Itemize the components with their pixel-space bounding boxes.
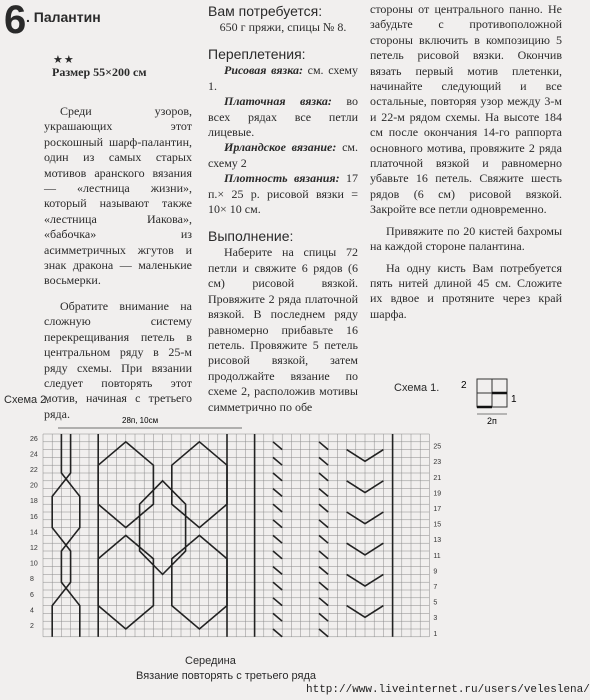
cross-stitch bbox=[273, 489, 282, 497]
cross-stitch bbox=[273, 582, 282, 590]
procedure-paragraph-3: Привяжите по 20 кистей бахромы на каждой стороне палантина. bbox=[370, 223, 562, 254]
stitch-text: во всех рядах все петли лицевые. bbox=[208, 94, 358, 140]
row-label-left: 8 bbox=[30, 576, 34, 584]
row-label-right: 21 bbox=[433, 474, 442, 482]
row-label-right: 25 bbox=[433, 443, 442, 451]
row-label-left: 16 bbox=[30, 513, 38, 521]
cross-stitch bbox=[319, 551, 328, 559]
stitch-label: Плотность вязания: bbox=[224, 171, 340, 186]
scheme-2-center-label: Середина bbox=[185, 655, 236, 667]
cross-stitch bbox=[273, 613, 282, 621]
row-label-left: 10 bbox=[30, 560, 38, 568]
row-label-right: 1 bbox=[433, 630, 438, 638]
scheme-2-grid bbox=[43, 434, 429, 637]
row-label-right: 11 bbox=[433, 552, 441, 560]
scheme-1-label: Схема 1. bbox=[394, 382, 440, 394]
row-label-left: 4 bbox=[30, 607, 34, 615]
scheme-2-width-bracket bbox=[58, 416, 242, 428]
row-label-right: 5 bbox=[433, 599, 438, 607]
row-label-right: 13 bbox=[433, 537, 442, 545]
cross-stitch bbox=[319, 629, 328, 637]
stitch-item-2 bbox=[208, 94, 358, 140]
cross-stitch bbox=[273, 442, 282, 450]
scheme-1-diagram bbox=[455, 376, 525, 426]
cross-stitch bbox=[319, 504, 328, 512]
scheme-2-chart bbox=[28, 410, 442, 650]
row-label-left: 22 bbox=[30, 467, 38, 474]
stitch-item-3 bbox=[208, 140, 358, 171]
intro-column bbox=[44, 104, 192, 422]
row-label-right: 19 bbox=[433, 490, 442, 498]
scheme-2-repeat-note: Вязание повторять с третьего ряда bbox=[136, 670, 316, 682]
scheme-2-label: Схема 2. bbox=[4, 394, 50, 406]
cross-stitch bbox=[273, 520, 282, 528]
scheme-1-width-label: 2п bbox=[487, 416, 497, 426]
cross-stitch bbox=[319, 535, 328, 543]
scheme-1-row-right: 1 bbox=[511, 394, 517, 405]
cross-stitch bbox=[273, 535, 282, 543]
procedure-paragraph-4: На одну кисть Вам потребуется пять нитей длиной 45 см. Сложите их вдвое и протяните через край шарфа. bbox=[370, 260, 562, 321]
cross-stitch bbox=[319, 582, 328, 590]
row-label-right: 3 bbox=[433, 615, 438, 623]
cross-stitch bbox=[273, 567, 282, 575]
row-label-left: 6 bbox=[30, 591, 34, 599]
row-label-right: 23 bbox=[433, 459, 442, 467]
stitch-label: Ирландское вязание: bbox=[224, 140, 337, 155]
stitches-heading: Переплетения: bbox=[208, 46, 306, 63]
procedure-paragraph-1: Наберите на спицы 72 петли и свяжите 6 рядов (6 см) рисовой вязкой. Провяжите 2 ряда платочной вязкой. В последнем ряду равномерно прибавьте 16 петель. Провяжите 5 петель рисовой вязкой, затем продолжайте вязание по схеме 2, расположив мотивы симметрично по обе bbox=[208, 245, 358, 414]
cross-stitch bbox=[319, 598, 328, 606]
cross-stitch bbox=[319, 473, 328, 481]
stitch-text: см. схему 2 bbox=[208, 140, 359, 170]
row-label-right: 7 bbox=[433, 584, 438, 591]
pattern-title: . Палантин bbox=[26, 9, 101, 25]
cross-stitch bbox=[273, 473, 282, 481]
procedure-paragraph-2: стороны от центрального панно. Не забудьте с противоположной стороны включить в композицию 5 петель рисовой вязки. Окончив вязать первый мотив плетенки, начинайте следующий и все остальные, повторяя узор между 3-м и 22-м рядом схемы. На высоте 184 см после окончания 14-го раппорта основного мотива, провяжите 2 ряда платочной вязкой и равномерно убавьте 16 петель. Свяжите шесть рядов (6 см) рисовой вязкой. Закройте все петли одновременно. bbox=[370, 2, 562, 217]
materials-heading: Вам потребуется: bbox=[208, 3, 323, 19]
stitch-text: 17 п.× 25 р. рисовой вязки = 10× 10 см. bbox=[208, 171, 358, 217]
row-label-right: 17 bbox=[433, 506, 442, 513]
row-label-left: 26 bbox=[30, 435, 38, 443]
row-label-right: 9 bbox=[433, 568, 438, 576]
size-label: Размер 55×200 см bbox=[52, 65, 147, 79]
stitch-item-4 bbox=[208, 171, 358, 217]
difficulty-stars: ★★ bbox=[53, 54, 75, 66]
cross-stitch bbox=[273, 629, 282, 637]
procedure-column bbox=[370, 2, 562, 322]
scheme-1-row-left: 2 bbox=[461, 380, 467, 391]
materials-column bbox=[208, 2, 358, 415]
row-label-left: 12 bbox=[30, 545, 38, 552]
cross-stitch bbox=[273, 504, 282, 512]
intro-paragraph-1: Среди узоров, украшающих этот роскошный шарф-палантин, один из самых старых мотивов аранского вязания — «лестница жизни», который называют также «лестница Иакова», «бабочка» из асимметричных жгутов и знак дракона — маленькие восьмерки. bbox=[44, 104, 192, 288]
scheme-2-width-label: 28п, 10см bbox=[122, 416, 159, 425]
watermark-url: http://www.liveinternet.ru/users/veleslena/ bbox=[306, 684, 590, 696]
cross-stitch bbox=[273, 598, 282, 606]
cross-stitch bbox=[273, 551, 282, 559]
row-label-left: 20 bbox=[30, 482, 38, 490]
cross-stitch bbox=[319, 457, 328, 465]
materials-text: 650 г пряжи, спицы № 8. bbox=[219, 20, 347, 34]
row-label-left: 14 bbox=[30, 529, 38, 537]
pattern-number: 6 bbox=[4, 0, 27, 42]
procedure-heading: Выполнение: bbox=[208, 228, 294, 245]
cross-stitch bbox=[319, 489, 328, 497]
cross-stitch bbox=[319, 442, 328, 450]
cross-stitch bbox=[319, 567, 328, 575]
row-label-left: 2 bbox=[30, 623, 34, 630]
row-label-right: 15 bbox=[433, 521, 442, 529]
stitch-item-1 bbox=[208, 63, 358, 94]
cross-stitch bbox=[273, 457, 282, 465]
stitch-text: см. схему 1. bbox=[208, 63, 358, 93]
cross-stitch bbox=[319, 520, 328, 528]
intro-paragraph-2: Обратите внимание на сложную систему перекрещивания петель в центральном ряду в 25-м ряду схемы. При вязании следует повторять этот мотив, начиная с третьего ряда. bbox=[44, 298, 192, 421]
row-label-left: 18 bbox=[30, 498, 38, 506]
stitch-label: Рисовая вязка: bbox=[224, 63, 303, 78]
cross-stitch bbox=[319, 613, 328, 621]
stitch-label: Платочная вязка: bbox=[224, 94, 332, 109]
row-label-left: 24 bbox=[30, 451, 38, 459]
